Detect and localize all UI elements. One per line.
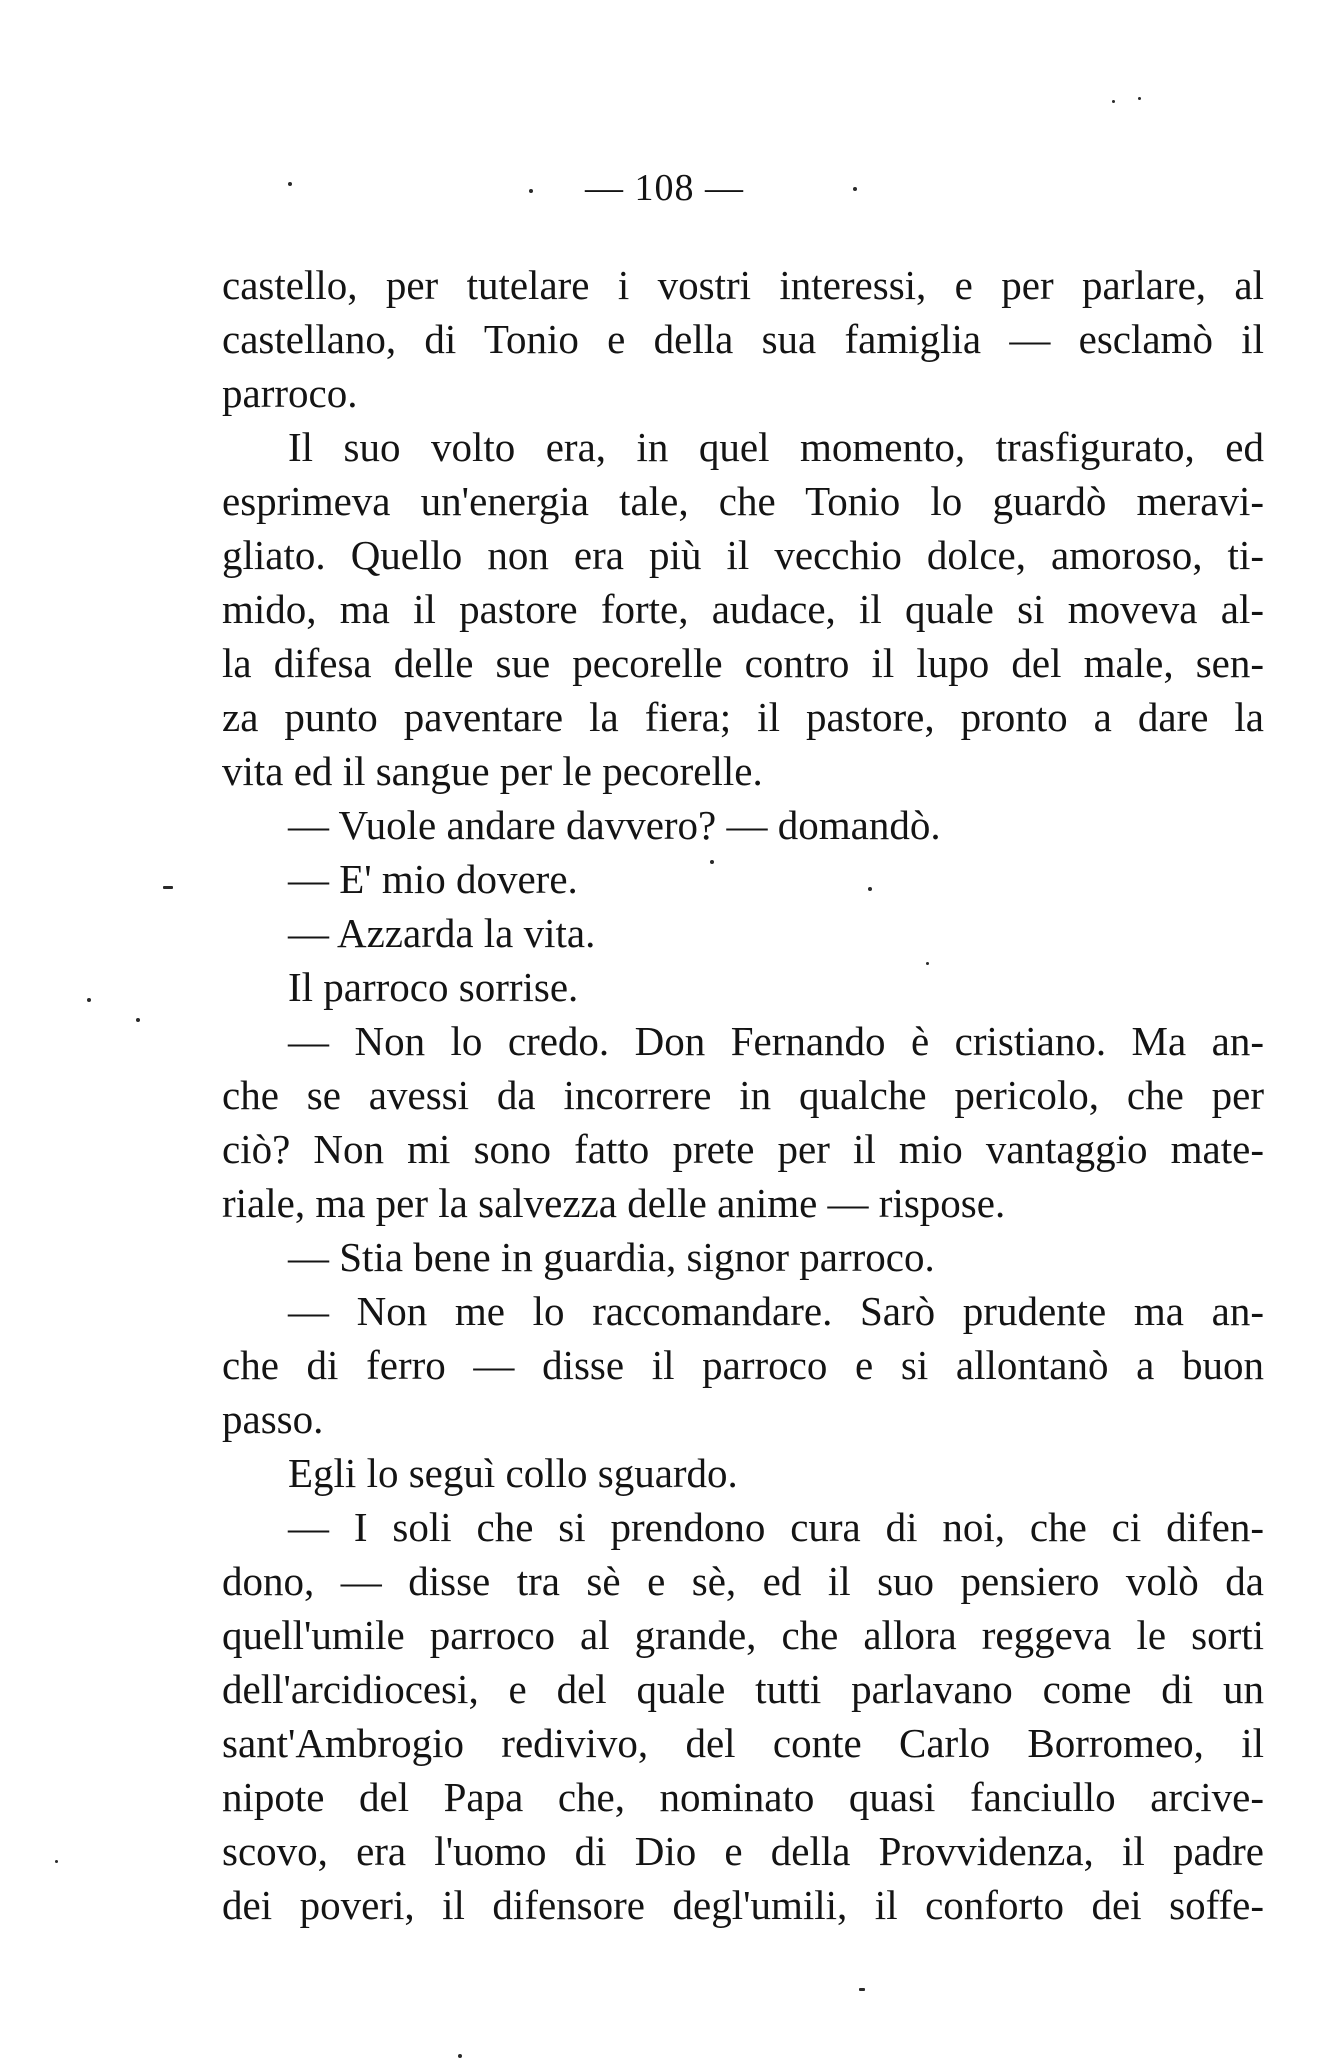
text-line: la difesa delle sue pecorelle contro il lupo del male, sen- <box>222 640 1264 686</box>
scan-speck <box>136 1018 140 1022</box>
text-line: — E' mio dovere. <box>288 856 578 902</box>
text-line: vita ed il sangue per le pecorelle. <box>222 748 763 794</box>
text-line: quell'umile parroco al grande, che allora reggeva le sorti <box>222 1612 1264 1658</box>
text-line: — Azzarda la vita. <box>288 910 596 956</box>
text-line: ciò? Non mi sono fatto prete per il mio vantaggio mate- <box>222 1126 1264 1172</box>
text-line: riale, ma per la salvezza delle anime — rispose. <box>222 1180 1006 1226</box>
text-line: castellano, di Tonio e della sua famiglia — esclamò il <box>222 316 1264 362</box>
scan-speck <box>710 860 714 864</box>
text-line: dell'arcidiocesi, e del quale tutti parlavano come di un <box>222 1666 1264 1712</box>
text-line: — Vuole andare davvero? — domandò. <box>288 802 941 848</box>
scan-speck <box>458 2054 462 2058</box>
text-line: — Non me lo raccomandare. Sarò prudente ma an- <box>288 1288 1264 1334</box>
scan-speck <box>55 1860 58 1863</box>
text-line: che di ferro — disse il parroco e si allontanò a buon <box>222 1342 1264 1388</box>
text-line: Il parroco sorrise. <box>288 964 579 1010</box>
scan-speck <box>163 886 173 889</box>
text-line: Il suo volto era, in quel momento, trasfigurato, ed <box>288 424 1264 470</box>
body-text <box>222 258 1264 1932</box>
text-line: za punto paventare la fiera; il pastore, pronto a dare la <box>222 694 1264 740</box>
scan-speck <box>288 182 292 186</box>
text-line: esprimeva un'energia tale, che Tonio lo guardò meravi- <box>222 478 1264 524</box>
text-line: nipote del Papa che, nominato quasi fanciullo arcive- <box>222 1774 1264 1820</box>
text-line: dei poveri, il difensore degl'umili, il conforto dei soffe- <box>222 1882 1264 1928</box>
scan-speck <box>1112 100 1115 103</box>
text-line: gliato. Quello non era più il vecchio dolce, amoroso, ti- <box>222 532 1264 578</box>
text-line: — Stia bene in guardia, signor parroco. <box>288 1234 935 1280</box>
text-line: sant'Ambrogio redivivo, del conte Carlo Borromeo, il <box>222 1720 1264 1766</box>
scan-speck <box>1138 97 1141 100</box>
text-line: mido, ma il pastore forte, audace, il quale si moveva al- <box>222 586 1264 632</box>
page-number: — 108 — <box>585 167 744 209</box>
scan-speck <box>529 189 533 193</box>
scan-speck <box>853 187 857 191</box>
text-line: dono, — disse tra sè e sè, ed il suo pensiero volò da <box>222 1558 1264 1604</box>
scan-speck <box>87 998 91 1002</box>
text-line: passo. <box>222 1396 324 1442</box>
text-line: scovo, era l'uomo di Dio e della Provvidenza, il padre <box>222 1828 1264 1874</box>
text-line: che se avessi da incorrere in qualche pericolo, che per <box>222 1072 1264 1118</box>
text-line: parroco. <box>222 370 358 416</box>
text-line: castello, per tutelare i vostri interessi, e per parlare, al <box>222 262 1264 308</box>
text-line: Egli lo seguì collo sguardo. <box>288 1450 738 1496</box>
scan-speck <box>868 887 872 891</box>
scan-speck <box>859 1988 865 1991</box>
text-line: — I soli che si prendono cura di noi, che ci difen- <box>288 1504 1264 1550</box>
text-line: — Non lo credo. Don Fernando è cristiano. Ma an- <box>288 1018 1264 1064</box>
scan-speck <box>926 962 929 965</box>
